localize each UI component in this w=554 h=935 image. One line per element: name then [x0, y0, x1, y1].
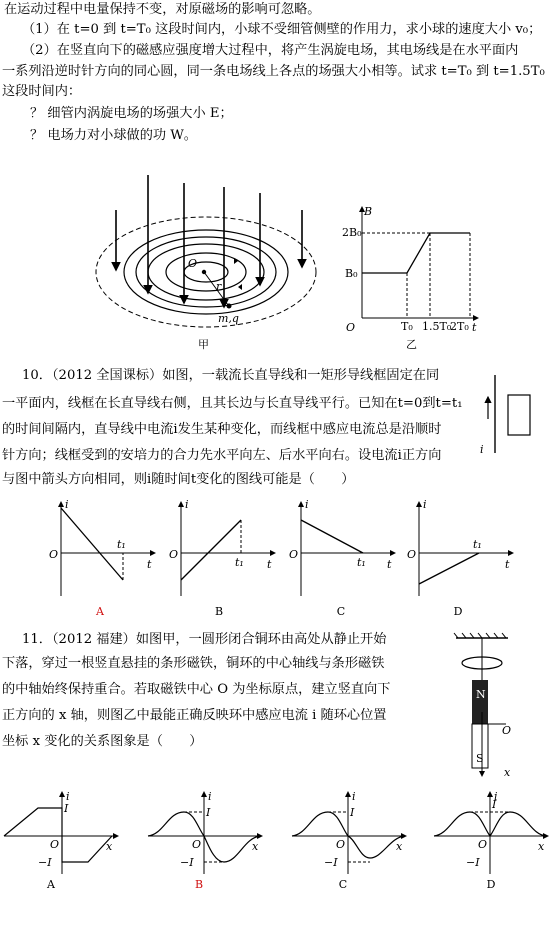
origin-label: O [346, 321, 356, 334]
y-axis-label: i [423, 498, 427, 511]
option-a-label[interactable]: A [47, 878, 55, 891]
t1-label: t₁ [117, 538, 126, 551]
x-axis-label: x [504, 766, 511, 779]
q10-line: 10．（2012 全国课标）如图，一载流长直导线和一矩形导线框固定在同 [22, 368, 440, 383]
x-axis-label: x [252, 840, 259, 853]
q10-graph-d [393, 498, 523, 598]
pos-i-label: I [350, 806, 355, 819]
q11-line: 11．（2012 福建）如图甲，一圆形闭合铜环由高处从静止开始 [22, 632, 387, 647]
option-b-label[interactable]: B [194, 878, 204, 891]
origin-label: O [50, 838, 60, 851]
y-axis-label: i [66, 790, 70, 803]
x-tick-1.5t0: 1.5T₀ [422, 320, 452, 333]
origin-label: O [336, 838, 346, 851]
option-d-label[interactable]: D [486, 878, 496, 891]
origin-label: O [407, 548, 417, 561]
s-pole-label: S [476, 752, 484, 765]
charge-label: m,q [218, 312, 239, 325]
origin-label: O [49, 548, 59, 561]
pos-i-label: I [64, 802, 69, 815]
x-tick-t0: T₀ [401, 320, 413, 333]
y-axis-label: i [185, 498, 189, 511]
t1-label: t₁ [473, 538, 482, 551]
text-line: 一系列沿逆时针方向的同心圆，同一条电场线上各点的场强大小相等。试求 t=T₀ 到 t=1.5T₀ [2, 64, 545, 79]
origin-label: O [169, 548, 179, 561]
figure-magnet-ring [448, 632, 528, 782]
q10-line: 的时间间隔内，直导线中电流i发生某种变化，而线框中感应电流总是沿顺时 [2, 422, 442, 437]
q10-line: 与图中箭头方向相同，则i随时间t变化的图线可能是（ ） [2, 472, 355, 487]
text-line: （1）在 t=0 到 t=T₀ 这段时间内，小球不受细管侧壁的作用力，求小球的速度大小 v₀； [22, 22, 542, 37]
q11-graph-d [432, 788, 552, 878]
pos-i-label: I [492, 798, 497, 811]
x-axis-label: t [387, 558, 392, 571]
text-line: ？ 细管内涡旋电场的场强大小 E； [30, 106, 233, 121]
option-d-label[interactable]: D [453, 605, 463, 618]
q11-graph-b [146, 788, 266, 878]
q10-line: 针方向；线框受到的安培力的合力先水平向左、后水平向右。设电流i正方向 [2, 448, 442, 463]
option-b-label[interactable]: B [214, 605, 224, 618]
x-axis-label: t [505, 558, 510, 571]
x-axis-label: t [147, 558, 152, 571]
option-a-label[interactable]: A [96, 605, 104, 618]
y-axis-label: i [352, 790, 356, 803]
x-tick-2t0: 2T₀ [450, 320, 469, 333]
x-axis-label: t [267, 558, 272, 571]
q11-graph-c [290, 788, 410, 878]
pos-i-label: I [206, 806, 211, 819]
origin-label: O [478, 838, 488, 851]
q11-line: 坐标 x 变化的关系图象是（ ） [2, 734, 203, 749]
neg-i-label: −I [324, 856, 338, 869]
text-line: ？ 电场力对小球做的功 W。 [30, 128, 197, 143]
y-axis-label: i [305, 498, 309, 511]
figure-wire-frame [478, 375, 538, 465]
figure-field-tube [88, 175, 338, 350]
y-tick-b0: B₀ [345, 267, 358, 280]
radius-label: r [216, 280, 222, 293]
neg-i-label: −I [38, 856, 52, 869]
q10-graph-b [155, 498, 285, 598]
text-line: 这段时间内： [2, 84, 82, 99]
neg-i-label: −I [466, 856, 480, 869]
option-c-label[interactable]: C [338, 878, 348, 891]
n-pole-label: N [476, 688, 486, 701]
x-axis-label: x [106, 840, 113, 853]
q11-line: 的中轴始终保持重合。若取磁铁中心 O 为坐标原点，建立竖直向下 [2, 682, 391, 697]
neg-i-label: −I [180, 856, 194, 869]
y-tick-2b0: 2B₀ [342, 226, 362, 239]
t1-label: t₁ [357, 556, 366, 569]
q11-graph-a [2, 788, 122, 878]
origin-label: O [192, 838, 202, 851]
y-axis-label: i [208, 790, 212, 803]
chart-b-vs-t [342, 203, 482, 353]
t1-label: t₁ [235, 556, 244, 569]
x-axis-label: x [538, 840, 545, 853]
option-c-label[interactable]: C [336, 605, 346, 618]
q10-graph-c [275, 498, 405, 598]
y-axis-label: i [65, 498, 69, 511]
origin-label: O [502, 724, 512, 737]
text-line: 在运动过程中电量保持不变，对原磁场的影响可忽略。 [4, 2, 321, 17]
q11-line: 下落，穿过一根竖直悬挂的条形磁铁，铜环的中心轴线与条形磁铁 [2, 656, 385, 671]
y-axis-label: B [364, 205, 373, 218]
caption-right: 乙 [406, 338, 417, 351]
y-axis-label: i [494, 790, 498, 803]
q11-line: 正方向的 x 轴，则图乙中最能正确反映环中感应电流 i 随环心位置 [2, 708, 387, 723]
x-axis-label: x [396, 840, 403, 853]
origin-label: O [289, 548, 299, 561]
q10-line: 一平面内，线框在长直导线右侧，且其长边与长直导线平行。已知在t=0到t=t₁ [2, 396, 463, 411]
x-axis-label: t [472, 321, 477, 334]
current-label: i [480, 443, 484, 456]
caption-left: 甲 [198, 338, 209, 351]
text-line: （2）在竖直向下的磁感应强度增大过程中，将产生涡旋电场，其电场线是在水平面内 [22, 43, 519, 58]
q10-graph-a [35, 498, 165, 598]
center-label: O [188, 257, 198, 270]
